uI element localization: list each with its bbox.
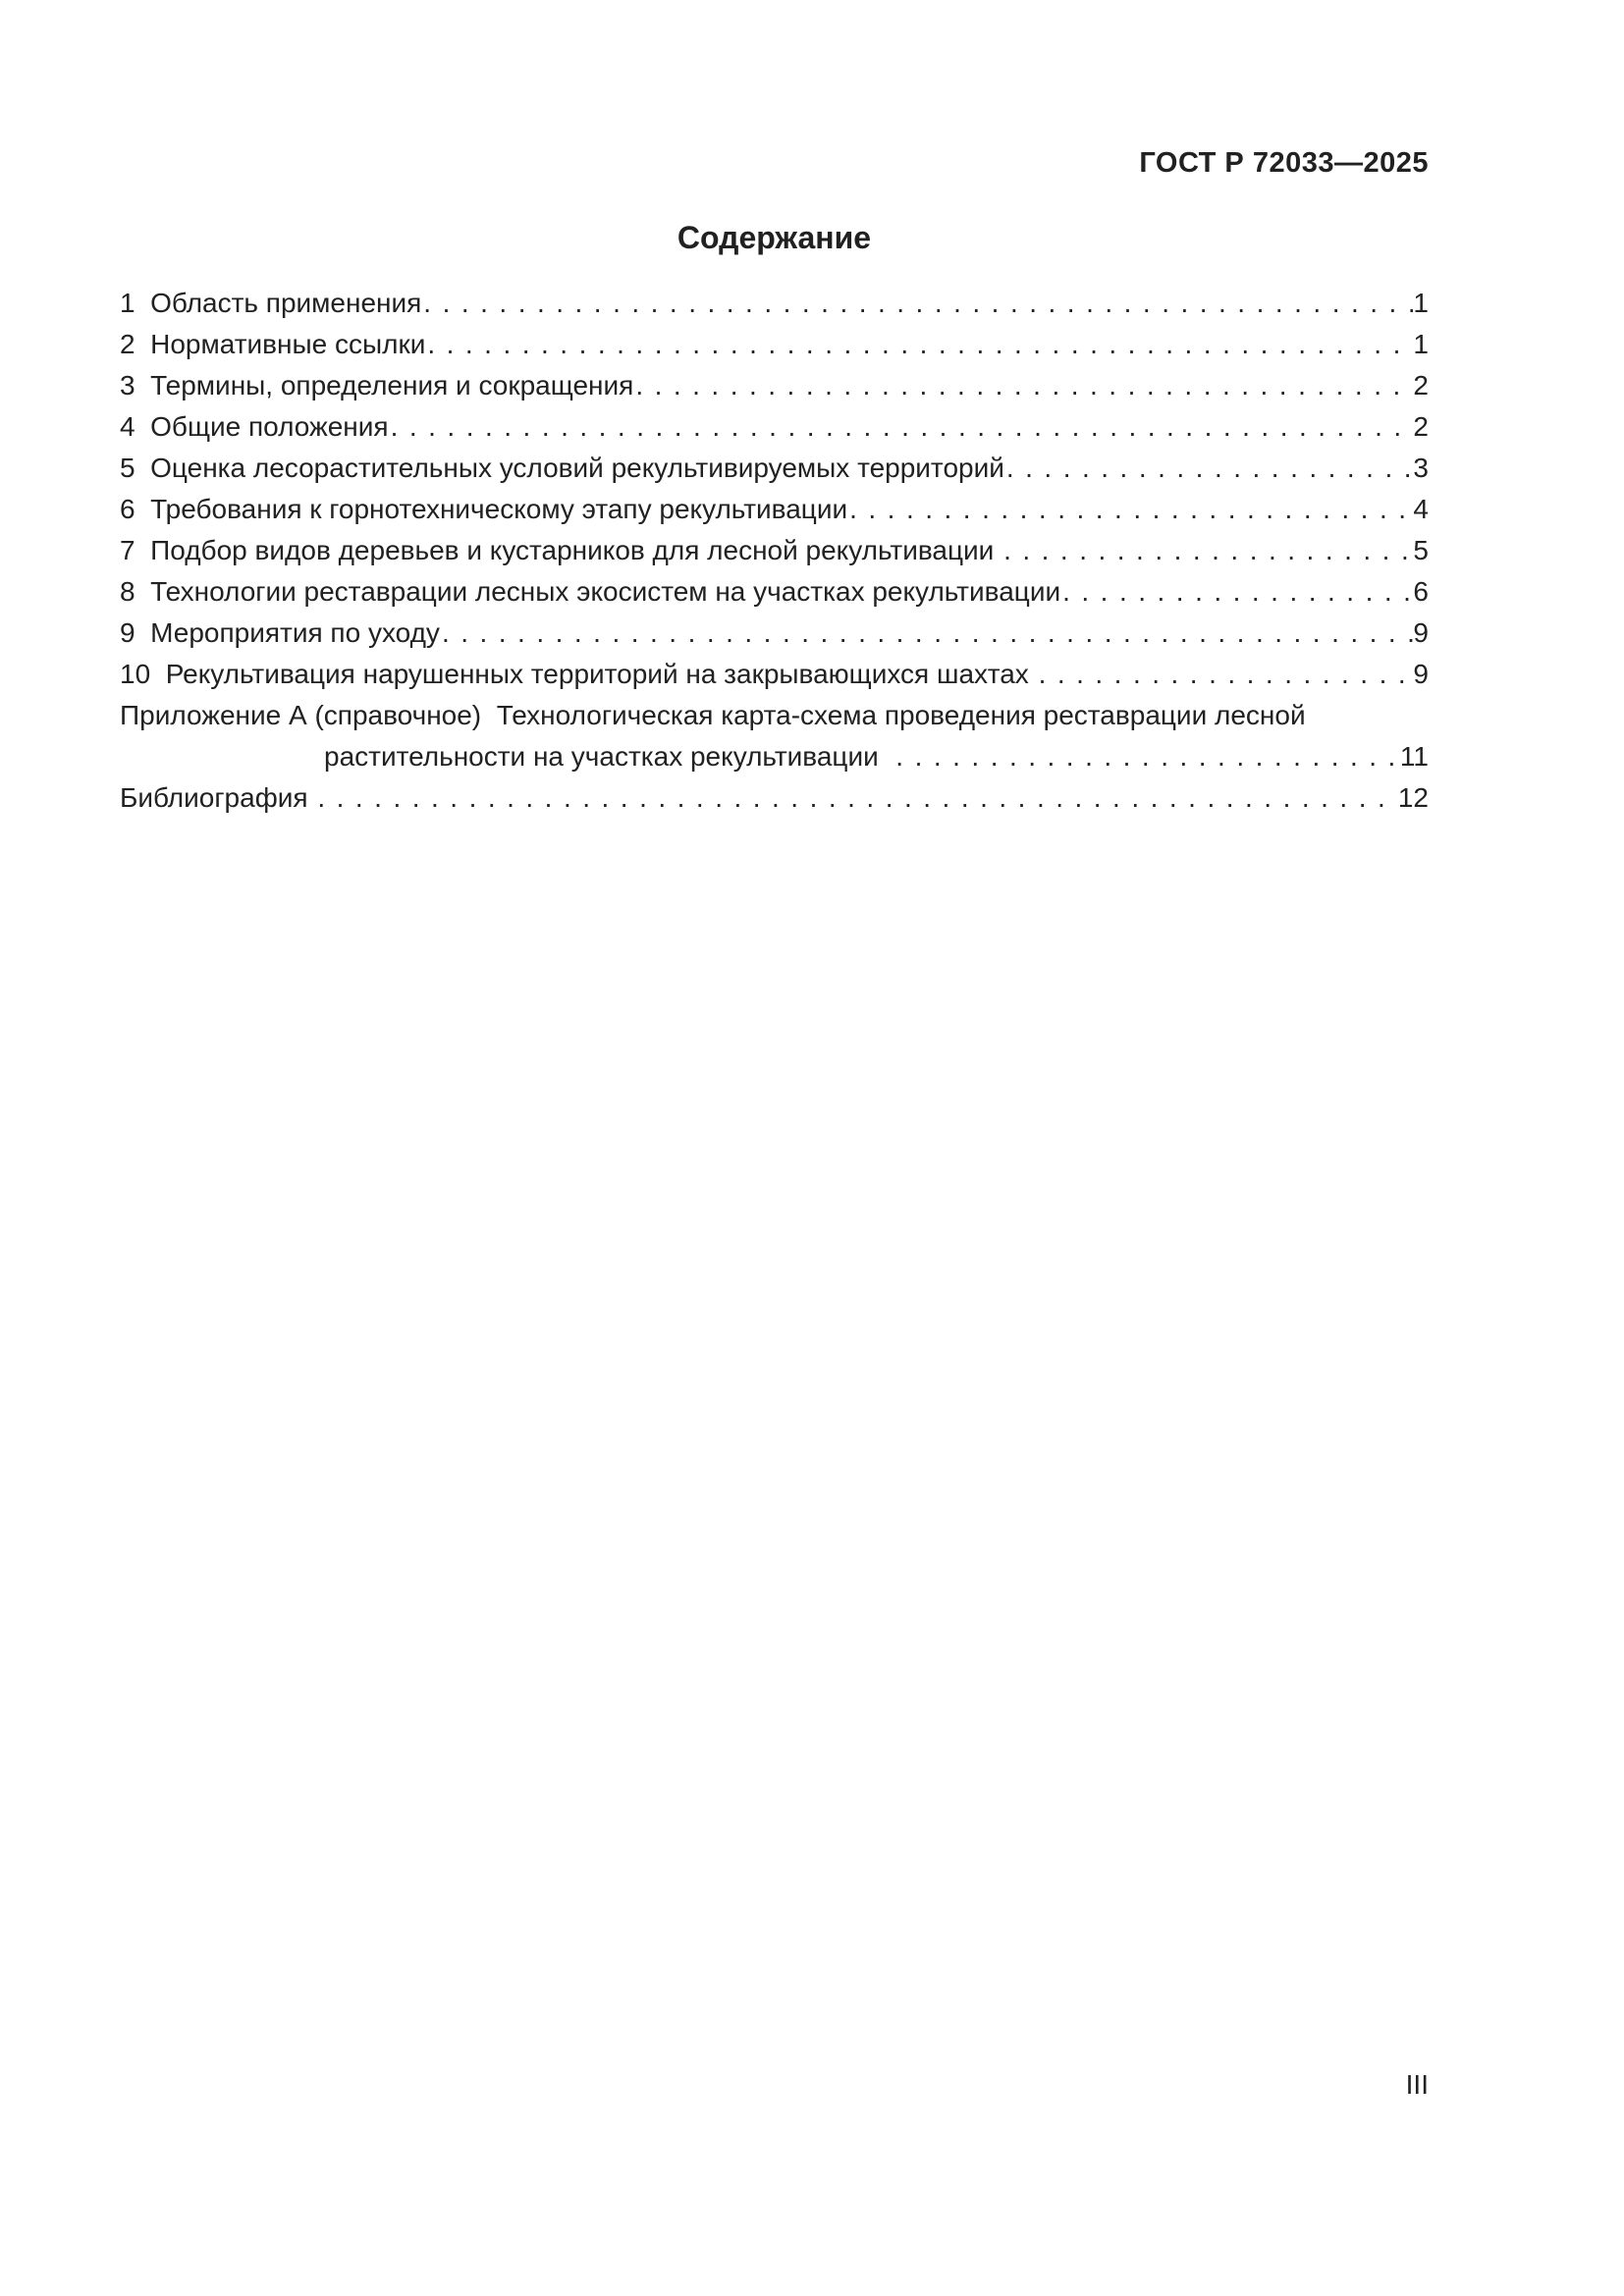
- toc-entry-label: 2 Нормативные ссылки: [120, 329, 426, 359]
- toc-entry-label: 6 Требования к горнотехническому этапу рекультивации: [120, 494, 848, 524]
- toc-entry-page: 3: [1413, 453, 1429, 483]
- toc-entry-label: 10 Рекультивация нарушенных территорий на закрывающихся шахтах: [120, 659, 1037, 689]
- toc-list: [120, 283, 1429, 819]
- toc-entry: [120, 530, 1429, 571]
- toc-entry-page: 6: [1413, 576, 1429, 607]
- toc-leader-dots: [1060, 571, 1413, 613]
- toc-entry-label: 5 Оценка лесорастительных условий рекультивируемых территорий: [120, 453, 1004, 483]
- toc-entry-label: 8 Технологии реставрации лесных экосистем на участках рекультивации: [120, 576, 1061, 607]
- toc-entry-label: 9 Мероприятия по уходу: [120, 617, 440, 648]
- toc-entry: [120, 324, 1429, 365]
- toc-entry: [120, 365, 1429, 406]
- toc-entry: [120, 448, 1429, 489]
- toc-leader-dots: [1037, 654, 1414, 695]
- toc-entry-label: Библиография: [120, 782, 316, 813]
- toc-entry: [120, 406, 1429, 448]
- toc-entry-page: 1: [1413, 288, 1429, 318]
- toc-entry-page: 9: [1413, 617, 1429, 648]
- toc-leader-dots: [893, 736, 1400, 777]
- toc-leader-dots: [847, 489, 1413, 530]
- toc-entry: [120, 777, 1429, 819]
- toc-leader-dots: [421, 283, 1413, 324]
- toc-leader-dots: [1004, 448, 1414, 489]
- toc-entry-page: 2: [1413, 370, 1429, 400]
- toc-title: Содержание: [677, 220, 872, 255]
- toc-entry: [120, 613, 1429, 654]
- toc-leader-dots: [425, 324, 1413, 365]
- toc-leader-dots: [633, 365, 1413, 406]
- toc-entry-page: 11: [1399, 741, 1429, 772]
- toc-entry-page: 5: [1413, 535, 1429, 565]
- toc-entry: [120, 654, 1429, 695]
- toc-entry-label: 7 Подбор видов деревьев и кустарников для лесной рекультивации: [120, 535, 1002, 565]
- toc-leader-dots: [389, 406, 1414, 448]
- toc-entry-label: 1 Область применения: [120, 288, 422, 318]
- toc-entry-page: 4: [1413, 494, 1429, 524]
- toc-entry-label: Приложение А (справочное) Технологическая карта-схема проведения реставрации лесной: [120, 700, 1306, 730]
- toc-entry-page: 9: [1413, 659, 1429, 689]
- toc-leader-dots: [1001, 530, 1413, 571]
- toc-entry: [120, 283, 1429, 324]
- page-number-footer: III: [1405, 2069, 1429, 2100]
- toc-entry-page: 12: [1397, 782, 1429, 813]
- toc-entry-page: 1: [1413, 329, 1429, 359]
- toc-leader-dots: [440, 613, 1413, 654]
- toc-entry-label: растительности на участках рекультивации: [324, 741, 894, 772]
- toc-entry-page: 2: [1413, 411, 1429, 442]
- toc-entry: [120, 695, 1429, 736]
- toc-entry: [120, 571, 1429, 613]
- toc-entry-label: 4 Общие положения: [120, 411, 389, 442]
- toc-leader-dots: [1306, 695, 1429, 736]
- toc-entry: [120, 489, 1429, 530]
- toc-entry: [120, 736, 1429, 777]
- standard-number-header: ГОСТ Р 72033—2025: [1139, 147, 1429, 179]
- toc-entry-label: 3 Термины, определения и сокращения: [120, 370, 634, 400]
- toc-leader-dots: [315, 777, 1398, 819]
